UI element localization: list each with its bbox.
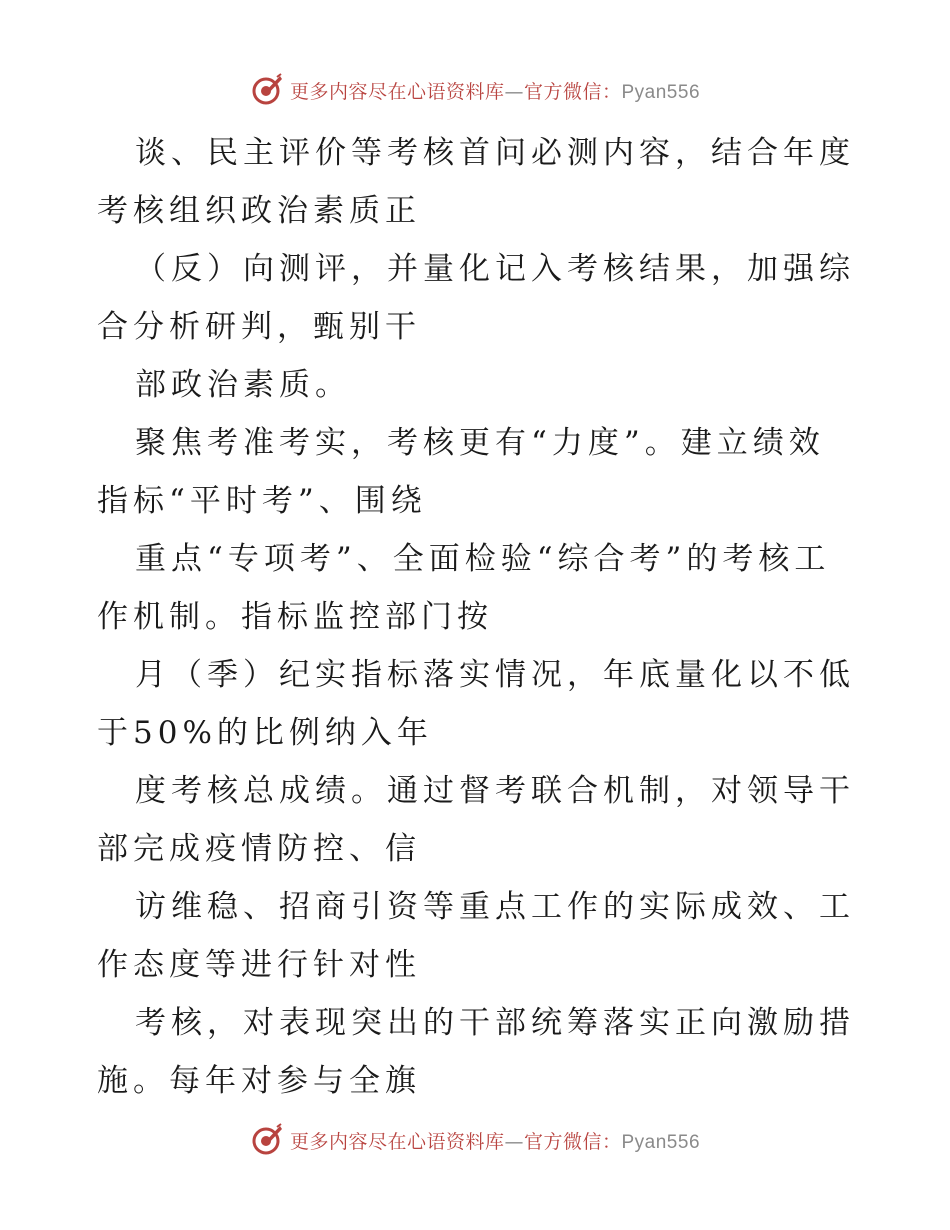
paragraph-9: 考核，对表现突出的干部统筹落实正向激励措施。每年对参与全旗 xyxy=(97,1005,855,1099)
watermark-text xyxy=(290,1127,700,1154)
watermark-label: 官方微信： xyxy=(523,1130,622,1153)
paragraph-2: （反）向测评，并量化记入考核结果，加强综合分析研判，甄别干 xyxy=(97,251,855,345)
paragraph-1: 谈、民主评价等考核首问必测内容，结合年度考核组织政治素质正 xyxy=(97,135,855,229)
paragraph-5: 重点“专项考”、全面检验“综合考”的考核工作机制。指标监控部门按 xyxy=(97,541,831,635)
watermark-label: 官方微信： xyxy=(523,80,622,103)
quill-pen-logo-icon xyxy=(250,1123,284,1157)
paragraph-8: 访维稳、招商引资等重点工作的实际成效、工作态度等进行针对性 xyxy=(97,889,855,983)
paragraph-3: 部政治素质。 xyxy=(135,367,351,403)
footer-watermark xyxy=(0,1120,950,1160)
watermark-wechat-id: Pyan556 xyxy=(621,81,701,103)
paragraph-6: 月（季）纪实指标落实情况，年底量化以不低于50%的比例纳入年 xyxy=(97,657,855,751)
quill-pen-logo-icon xyxy=(250,73,284,107)
watermark-site-text: 更多内容尽在心语资料库 xyxy=(289,1130,505,1153)
document-body xyxy=(97,124,857,1110)
header-watermark xyxy=(0,70,950,110)
watermark-wechat-id: Pyan556 xyxy=(621,1131,701,1153)
paragraph-7: 度考核总成绩。通过督考联合机制，对领导干部完成疫情防控、信 xyxy=(97,773,855,867)
watermark-dash: — xyxy=(504,80,524,103)
watermark-site-text: 更多内容尽在心语资料库 xyxy=(289,80,505,103)
watermark-dash: — xyxy=(504,1130,524,1153)
watermark-text xyxy=(290,77,700,104)
paragraph-4: 聚焦考准考实，考核更有“力度”。建立绩效指标“平时考”、围绕 xyxy=(97,425,825,519)
